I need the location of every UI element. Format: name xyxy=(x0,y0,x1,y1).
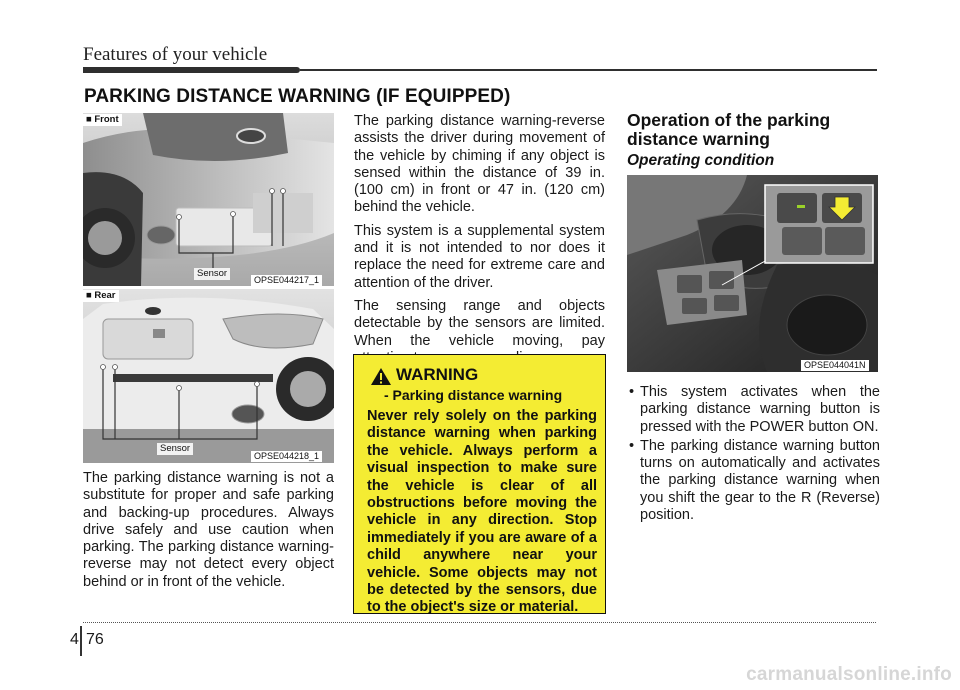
warning-body: Never rely solely on the parking distance warning when parking the vehicle. Always perform a visual inspection to make sure the vehicle is clear of all obstructions before moving the vehicle in any direction. Stop immediately if you are aware of a child anywhere near your vehicle. Some objects may not be detected by the sensors, due to the object's size or material. xyxy=(367,408,597,616)
running-header: Features of your vehicle xyxy=(83,44,268,65)
front-photo-caption: ■ Front xyxy=(83,114,122,126)
warning-triangle-icon xyxy=(370,367,392,386)
front-sensor-photo xyxy=(83,113,334,286)
warning-title: WARNING xyxy=(396,365,479,384)
bullet-dot-icon: • xyxy=(629,384,635,400)
warning-box xyxy=(353,354,606,614)
console-button-photo xyxy=(627,175,878,372)
warning-subtitle: - Parking distance warning xyxy=(384,387,563,403)
page-number: 76 xyxy=(86,631,104,648)
rear-photo-caption: ■ Rear xyxy=(83,290,119,302)
header-rule xyxy=(300,69,877,71)
operating-bullets xyxy=(627,384,880,526)
front-photo-code: OPSE044217_1 xyxy=(251,275,322,286)
middle-paragraph-2: This system is a supplemental system and it is not intended to nor does it replace the need for extreme care and attention of the driver. xyxy=(354,222,605,291)
page-divider xyxy=(80,626,82,656)
chapter-number: 4 xyxy=(70,631,79,648)
middle-paragraph-3: The sensing range and objects detectable by the sensors are limited. When the vehicle moving, pay xyxy=(354,297,605,349)
bullet-item: • The parking distance warning button turns on automatically and activates the parking distance warning when you shift the gear to the R (Reverse) position. xyxy=(629,437,880,524)
footer-rule xyxy=(83,622,876,623)
rear-sensor-photo xyxy=(83,289,334,463)
rear-photo-code: OPSE044218_1 xyxy=(251,451,322,462)
console-photo-code: OPSE044041N xyxy=(801,360,869,371)
front-sensor-label: Sensor xyxy=(194,268,230,280)
bullet-dot-icon: • xyxy=(629,437,635,454)
middle-text xyxy=(354,113,605,373)
rear-sensor-label: Sensor xyxy=(157,443,193,455)
section-title: PARKING DISTANCE WARNING (IF EQUIPPED) xyxy=(84,86,511,107)
bullet-item: • This system activates when the parking distance warning button is pressed with the POWER button ON. xyxy=(629,384,880,435)
middle-paragraph-1: The parking distance warning-reverse assists the driver during movement of the vehicle by chiming if any object is sensed within the distance of 39 in. (100 cm) in front or 47 in. (120 cm) behind the vehicle. xyxy=(354,113,605,216)
watermark: carmanualsonline.info xyxy=(746,664,952,685)
header-bar xyxy=(83,67,300,73)
left-paragraph: The parking distance warning is not a substitute for proper and safe parking and backing-up procedures. Always drive safely and use caution when parking. The parking distance warning-reverse may not detect every object behind or in front of the vehicle. xyxy=(83,470,334,590)
operating-condition-subtitle: Operating condition xyxy=(627,152,775,169)
operation-title: Operation of the parking distance warning xyxy=(627,110,831,149)
